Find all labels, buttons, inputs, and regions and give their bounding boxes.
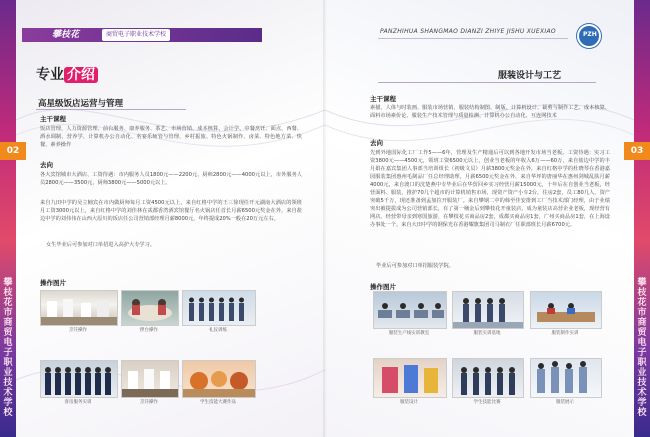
header-pinyin: PANZHIHUA SHANGMAO DIANZI ZHIYE JISHU XUEXIAO [380, 28, 556, 35]
courses-heading: 主干课程 [40, 115, 66, 123]
header-school: 商贸电子职业技术学校 [102, 29, 170, 41]
major-title: 服装设计与工艺 [498, 71, 562, 81]
title-highlight: 介绍 [64, 67, 98, 83]
photo-caption: 学生技能大赛作品 [200, 400, 236, 405]
photo-table-setting [121, 290, 179, 326]
destination-text-3: 女生毕业后可参加对口单招进入高护大专学习。 [46, 242, 155, 248]
title-underline [36, 109, 186, 110]
photo-garment-making [530, 291, 602, 329]
photo-caption: 服装生产线实训教室 [388, 331, 430, 336]
title-prefix: 专业 [36, 67, 64, 83]
title-underline [378, 82, 596, 83]
photo-caption: 服装展示 [556, 400, 574, 405]
courses-text: 素描、人体与时装画、服装市场营销、服装结构制图、制版、计算机设计、裁剪与制作工艺、成本核算、面料市场素价论、服装生产技术管理与质量检测、计算机办公自动化、互连网技术 [370, 105, 610, 119]
destination-heading: 去向 [40, 161, 53, 169]
photo-caption: 烹饪操作 [69, 328, 87, 333]
photo-cooking-2 [121, 360, 179, 398]
photo-garment-show [530, 358, 602, 398]
page-number-tab: 02 [0, 142, 26, 160]
photo-caption: 摆台操作 [140, 328, 158, 333]
destination-text-2: 来自九田中学的吴立楠宾在市内做厨师每月工资4500元以上，来自红格中学的王三徐现任开元湖南大酒店的领班月工资3000元以上，来自红格中学的刘佳林在贰都香湾酒宾馆餐厅名火锅店任首长月薪6500元奖金在外，来自盐边中学的刘伟伟在山西大原川的饭店任公司营销部经理月薪8000元，年终提成20%一般在20万元左右。 [40, 200, 302, 222]
photo-caption: 客房服务实训 [64, 400, 92, 405]
logo-text: PZH [583, 31, 597, 38]
destination-text-1: 各大宾馆城市大酒店、工资待遇：市内服务人员1800元——2200元、厨师2800元——4000元以上，市外服务人员2800元——3500元，厨师3800元——5000元以上。 [40, 172, 302, 186]
school-logo-icon [577, 24, 601, 48]
photo-garment-line [373, 291, 447, 329]
photo-etiquette [182, 290, 256, 326]
header-brand: 攀枝花 [52, 30, 80, 40]
photos-heading: 操作图片 [370, 283, 396, 291]
photo-cooking [40, 290, 118, 326]
photo-skill-contest [182, 360, 256, 398]
page-title [36, 64, 98, 84]
courses-heading: 主干课程 [370, 95, 396, 103]
photo-caption: 礼仪训练 [209, 328, 227, 333]
photo-skill-competition [452, 358, 524, 398]
major-title: 高星级饭店运营与管理 [38, 99, 124, 109]
header-underline [378, 38, 568, 39]
header-banner [22, 28, 262, 42]
photo-caption: 烹饪操作 [140, 400, 158, 405]
page-number-tab: 03 [624, 142, 650, 160]
photo-caption: 服装实训基地 [473, 331, 501, 336]
photo-room-service [40, 360, 118, 398]
destination-text-1: 先到外地国际化工厂工作5——6年，管理及生产精通后可以到各地开发市场当老板。工资待遇：实习工资3800元——4500元，领班工资6500元以上，创业当老板的年收入6万——60万，来自盐边中学的丰月娟在嘉宾集团人事部当培训组长（初级文员）月薪3800元奖金在外，来自红格中学的杜晓琴在香港嘉园服装集团惠州毛制品厂任总经理助理，月薪6500元奖金在外，来自华坪的唐丽华在惠州剑城乱肤月薪4000元，来自渡口的沈楚燕中专毕业后在华贸回乡实习经营月薪15000元，十年后在自创业当老板，经营面料、服装、推护70几个超市的计算机销售市场，现资产资产小车2台，住房2套，员工80几人，资产突破5千万，现还准备到孟加拉开服装厂。来自攀钢二中的韩至佳安排到工厂当技术部门经理，由于业绩突出被提拔成为公司营销部长，有了第一桶金后到攀枝花开童装店，成为童装店高营企业老板，现经营有网店。经营带母亲到寒国旅游，在攀枝花买商品房2套，成都买商品房1套，广州买商品房1套，在上海设办事处一个。来自大田中学的钢保光在香港耀旗集团司马制衣厂任职部班长月薪6700元。 [370, 150, 610, 228]
side-school-text: 攀枝花市商贸电子职业技术学校 [637, 278, 647, 418]
courses-text: 饭店管理、人力资源管理、前台服务、康养服务、茶艺、市场营销、成本核算、会计学、中餐烹饪、面点、西餐、酒水调制、营养学、计算机办公自动化、名宴乐师管与管理、乡村振旅、特色火锅制作、卤菜、特色地方菜、快餐、素养操作 [40, 126, 302, 148]
photo-caption: 学生技能比赛 [473, 400, 501, 405]
side-school-text: 攀枝花市商贸电子职业技术学校 [3, 278, 13, 418]
destination-text-2: 毕业后可参加对口单招服装学院。 [376, 263, 454, 269]
photos-heading: 操作图片 [40, 279, 66, 287]
destination-heading: 去向 [370, 139, 383, 147]
photo-garment-design [373, 358, 447, 398]
photo-caption: 服装制作实训 [551, 331, 579, 336]
page-fold [323, 0, 327, 437]
photo-garment-base [452, 291, 524, 329]
photo-caption: 服装设计 [400, 400, 418, 405]
